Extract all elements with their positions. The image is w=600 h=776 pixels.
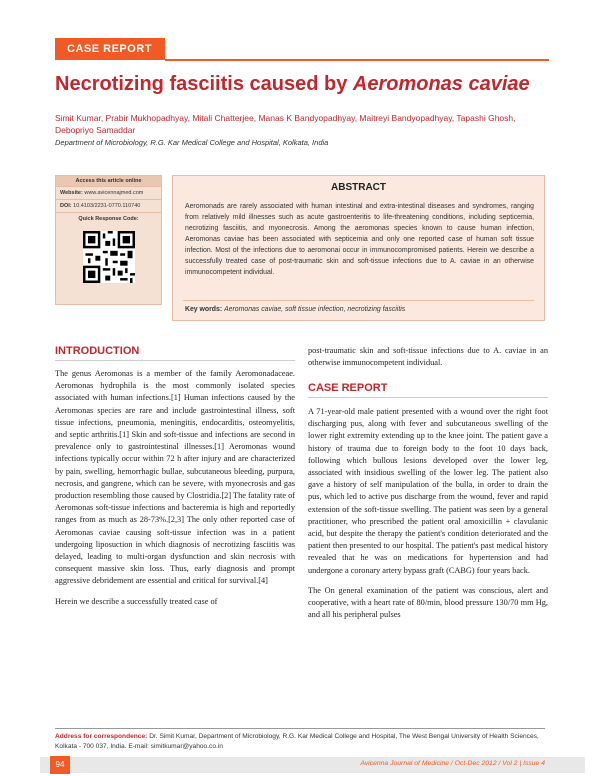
website-label: Website:	[60, 190, 83, 196]
access-website	[56, 186, 161, 199]
keywords-label: Key words:	[185, 306, 223, 313]
journal-citation: Avicenna Journal of Medicine / Oct-Dec 2012 / Vol 2 | Issue 4	[360, 760, 545, 767]
access-box	[55, 175, 162, 305]
article-type-tag	[55, 38, 165, 60]
title-plain: Necrotizing fasciitis caused by	[55, 73, 353, 95]
page-number: 94	[50, 756, 70, 774]
correspondence-text: Dr. Simit Kumar, Department of Microbiology, R.G. Kar Medical College and Hospital, The West Bengal University of Health Sciences, Kolkata - 700 037, India. E-mail: simitkumar@yahoo.co.in	[55, 733, 539, 750]
case-paragraph-2: The On general examination of the patient was conscious, alert and cooperative, with a heart rate of 80/min, blood pressure 130/70 mm Hg, and all his peripheral pulses	[308, 585, 548, 620]
intro-paragraph-1: The genus Aeromonas is a member of the family Aeromonadaceae. Aeromonas hydrophila is the most commonly isolated species associated with human infections.[1] Human infections caused by the Aeromonas species are rare and include gastrointestinal illness, soft tissue infections, pneumonia, meningitis, endocarditis, osteomyelitis, and septic arthritis.[1] Skin and soft-tissue and infections are second in prevalence only to gastrointestinal illnesses.[1] Aeromonas wound infections typically occur within 72 h after injury and are characterized by pain, swelling, hemorrhagic bullae, subcutaneous bleeding, purpura, necrosis, and gangrene, which can be severe, with myonecrosis and gas production resembling those caused by Clostridia.[2] The fatality rate of Aeromonas soft-tissue infections and bacteremia is high and reportedly ranges from as much as 28-73%.[2,3] The only other reported case of Aeromonas caviae causing soft-tissue infection was in a patient undergoing liposuction in which diagnosis of necrotizing fasciitis was delayed, leading to multi-organ dysfunction and skin necrosis with consequent massive skin loss. Thus, early diagnosis and prompt aggressive debridement are essential and critical for survival.[4]	[55, 369, 295, 586]
keywords-text: Aeromonas caviae, soft tissue infection, necrotizing fasciitis	[224, 306, 406, 313]
authors: Simit Kumar, Prabir Mukhopadhyay, Mitali Chatterjee, Manas K Bandyopadhyay, Maitreyi Bandyopadhyay, Tapashi Ghosh, Debopriyo Samaddar	[55, 113, 516, 135]
title-italic: Aeromonas caviae	[352, 73, 530, 95]
access-doi	[56, 199, 161, 212]
doi-label: DOI:	[60, 203, 72, 209]
abstract-box	[172, 175, 545, 321]
case-report-heading: CASE REPORT	[308, 382, 388, 394]
keywords	[185, 306, 405, 313]
qr-code-icon	[83, 231, 135, 283]
abstract-text: Aeromonads are rarely associated with human intestinal and extra-intestinal diseases and syndromes, ranging from relatively mild illnesses such as acute gastroenteritis to life-threatening conditions, including septicemia, necrotizing fasciitis, and myonecrosis. Among the aeromonas species known to cause human infection, Aeromonas caviae has been associated with septicemia and only one reported case of human soft tissue infection. Most of the infections due to aeromonai occur in immunocompromised patients. Herein we describe a successfully treated case of post-traumatic skin and soft-tissue infections due to A. caviae in an otherwise immunocompetent individual.	[185, 203, 534, 276]
intro-section-header	[55, 345, 295, 361]
case-paragraph-1: A 71-year-old male patient presented with a wound over the right foot discharging pus, along with fever and subcutaneous swelling of the lower right extremity extending up to the knee joint. The patient gave a history of trauma due to foreign body to the foot 10 days back, following which bullous lesions developed over the lower leg, associated with insidious swelling of the lower leg. The patient also gave a history of self manipulation of the bulla, in order to drain the pus, which led to active pus discharge from the wound, fever and rapid extension of the soft-tissue swelling. The patient was seen by a general practitioner, who prescribed the patient oral amoxicillin + clavulanic acid, but despite the therapy the patient's condition deteriorated and the patient then presented to our hospital. The patient's past medical history revealed that he was on medications for hypertension and had undergone a coronary artery bypass graft (CABG) four years back.	[308, 407, 548, 575]
correspondence-label: Address for correspondence:	[55, 733, 148, 740]
intro-paragraph-2: Herein we describe a successfully treated case of	[55, 596, 218, 606]
tag-case: CASE	[67, 43, 100, 55]
case-report-column	[308, 406, 548, 629]
department: Department of Microbiology, R.G. Kar Medical College and Hospital, Kolkata, India	[55, 138, 329, 147]
case-report-rule	[308, 397, 548, 398]
abstract-heading: ABSTRACT	[331, 182, 386, 193]
right-column-top	[308, 345, 548, 377]
tag-report: REPORT	[103, 43, 152, 55]
continuation-text: post-traumatic skin and soft-tissue infections due to A. caviae in an otherwise immunocompetent individual.	[308, 346, 548, 368]
access-heading: Access this article online	[56, 176, 161, 186]
case-report-section-header	[308, 382, 548, 398]
article-title	[55, 73, 555, 96]
website-link[interactable]: www.avicennajmed.com	[84, 190, 144, 196]
doi-link[interactable]: 10.4103/2231-0770.110740	[73, 203, 141, 209]
correspondence	[55, 728, 545, 751]
intro-rule	[55, 360, 295, 361]
abstract-divider	[183, 300, 534, 301]
intro-heading: INTRODUCTION	[55, 345, 140, 357]
header-rule	[165, 59, 549, 61]
intro-column	[55, 368, 295, 616]
qr-label: Quick Response Code:	[56, 212, 161, 225]
